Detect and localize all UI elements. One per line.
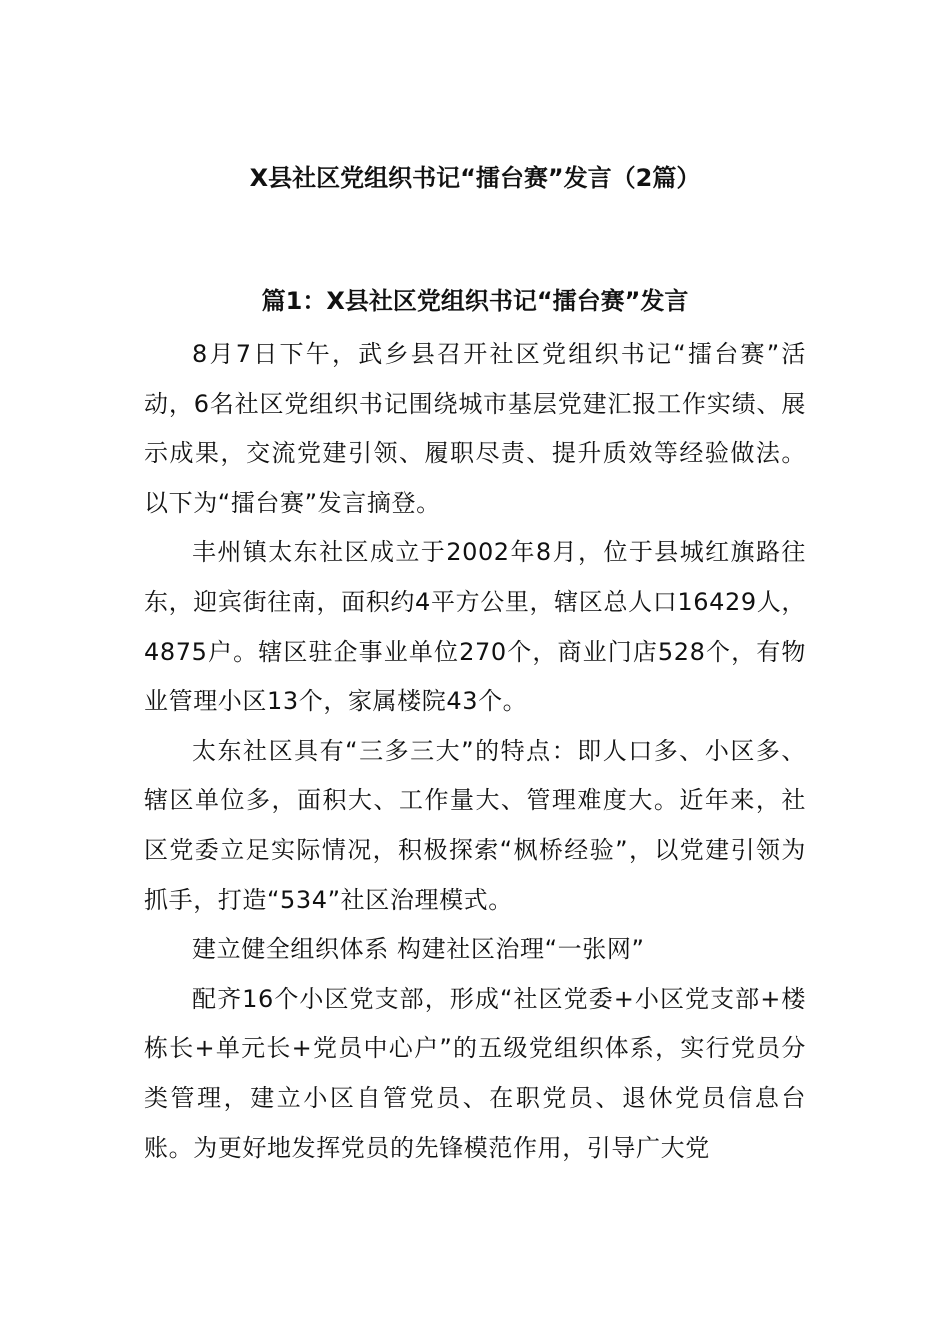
section-title: 篇1：X县社区党组织书记“擂台赛”发言 [261, 287, 689, 315]
document-title: X县社区党组织书记“擂台赛”发言（2篇） [249, 164, 701, 192]
paragraph: 配齐16个小区党支部，形成“社区党委+小区党支部+楼栋长+单元长+党员中心户”的五级党组织体系，实行党员分类管理，建立小区自管党员、在职党员、退休党员信息台账。为更好地发挥党员的先锋模范作用，引导广大党 [144, 984, 806, 1162]
paragraph: 8月7日下午，武乡县召开社区党组织书记“擂台赛”活动，6名社区党组织书记围绕城市基层党建汇报工作实绩、展示成果，交流党建引领、履职尽责、提升质效等经验做法。以下为“擂台赛”发言摘登。 [144, 340, 806, 517]
document-body [144, 330, 806, 1173]
paragraph: 太东社区具有“三多三大”的特点：即人口多、小区多、辖区单位多，面积大、工作量大、管理难度大。近年来，社区党委立足实际情况，积极探索“枫桥经验”，以党建引领为抓手，打造“534”社区治理模式。 [144, 736, 806, 914]
subheading-paragraph: 建立健全组织体系 构建社区治理“一张网” [192, 935, 645, 964]
paragraph: 丰州镇太东社区成立于2002年8月，位于县城红旗路往东，迎宾街往南，面积约4平方公里，辖区总人口16429人，4875户。辖区驻企事业单位270个，商业门店528个，有物业管理小区13个，家属楼院43个。 [144, 538, 806, 716]
